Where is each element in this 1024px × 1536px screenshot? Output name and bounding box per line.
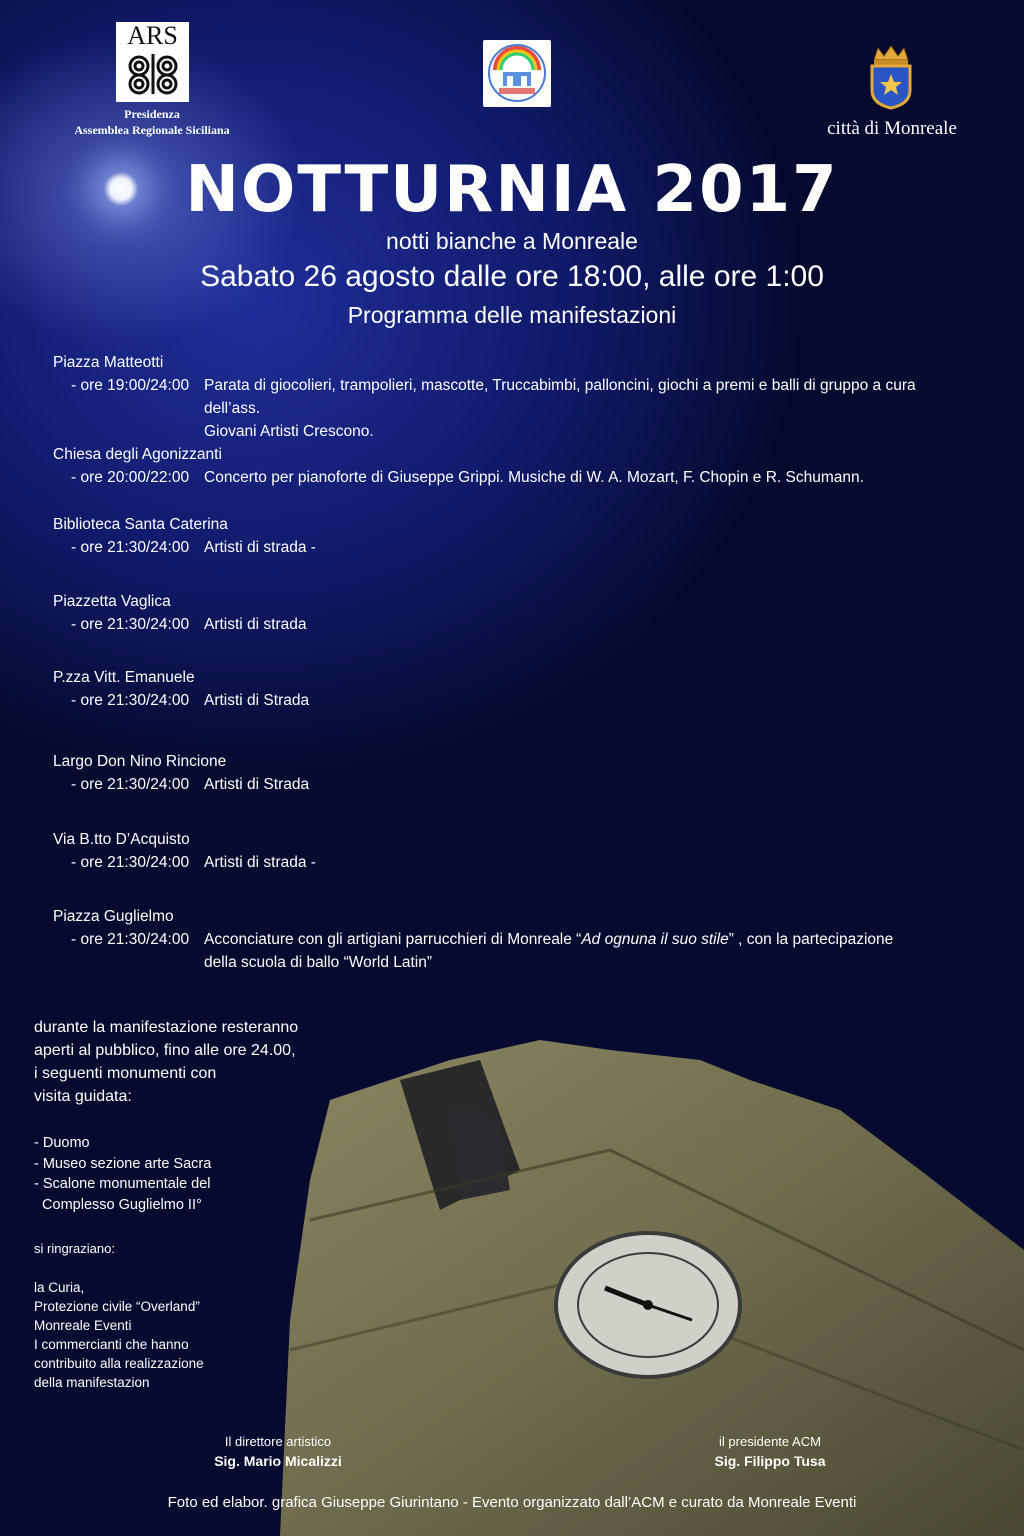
ars-logo [116, 22, 189, 102]
event-time: - ore 21:30/24:00 [71, 692, 190, 709]
ars-caption-line2: Assemblea Regionale Siciliana [74, 123, 230, 137]
thanks-item: I commercianti che hanno [34, 1337, 189, 1352]
event-venue: Via B.tto D’Acquisto [53, 831, 190, 848]
director-role: Il direttore artistico [224, 1434, 332, 1449]
thanks-item: la Curia, [34, 1280, 85, 1295]
event-item [53, 513, 973, 559]
event-time: - ore 20:00/22:00 [71, 469, 190, 486]
info-line: visita guidata: [34, 1088, 132, 1105]
ars-logo-text: ARS [127, 21, 178, 50]
program-title: Programma delle manifestazioni [347, 302, 677, 328]
event-venue: Largo Don Nino Rincione [53, 753, 227, 770]
monument-item: Complesso Guglielmo II° [34, 1196, 202, 1213]
event-item [53, 750, 973, 796]
event-item [53, 666, 973, 712]
event-time: - ore 19:00/24:00 [71, 377, 190, 394]
event-desc-part: ” , con la partecipazione [728, 931, 894, 948]
monument-item: - Scalone monumentale del [34, 1176, 211, 1192]
event-desc-part: Acconciature con gli artigiani parrucchieri di Monreale “ [204, 931, 582, 948]
event-date: Sabato 26 agosto dalle ore 18:00, alle ore 1:00 [200, 260, 824, 293]
thanks-heading: si ringraziano: [34, 1241, 115, 1256]
event-desc: Artisti di Strada [204, 692, 310, 709]
event-item [53, 590, 973, 636]
monuments-list [34, 1133, 294, 1215]
event-venue: Piazzetta Vaglica [53, 593, 171, 610]
event-venue: Piazza Matteotti [53, 354, 164, 371]
event-desc: Artisti di strada - [204, 539, 316, 556]
monument-item: - Museo sezione arte Sacra [34, 1155, 212, 1172]
thanks-item: della manifestazion [34, 1375, 150, 1390]
triskelion-icon [125, 52, 181, 96]
event-time: - ore 21:30/24:00 [71, 776, 190, 793]
monreale-crest [866, 44, 916, 110]
event-desc: Concerto per pianoforte di Giuseppe Grippi. Musiche di W. A. Mozart, F. Chopin e R. Schumann. [204, 469, 864, 486]
event-item [53, 351, 973, 443]
event-desc [204, 928, 973, 951]
event-desc: Parata di giocolieri, trampolieri, mascotte, Truccabimbi, palloncini, giochi a premi e balli di gruppo a cura dell’ass. [204, 377, 916, 417]
event-desc: Artisti di strada [204, 616, 307, 633]
city-caption: città di Monreale [827, 118, 957, 139]
thanks-item: contribuito alla realizzazione [34, 1356, 204, 1371]
event-time: - ore 21:30/24:00 [71, 616, 190, 633]
monuments-info [34, 1016, 354, 1108]
event-time: - ore 21:30/24:00 [71, 854, 190, 871]
thanks-item: Monreale Eventi [34, 1318, 132, 1333]
event-desc: Artisti di Strada [204, 776, 310, 793]
event-desc-cont: della scuola di ballo “World Latin” [204, 954, 433, 971]
event-desc: Artisti di strada - [204, 854, 316, 871]
director-name: Sig. Mario Micalizzi [214, 1453, 342, 1469]
acm-logo [483, 40, 551, 107]
ars-caption [52, 106, 252, 138]
event-item [53, 905, 973, 974]
subtitle: notti bianche a Monreale [386, 228, 638, 254]
clock-icon [556, 1233, 740, 1377]
event-venue: Biblioteca Santa Caterina [53, 516, 228, 533]
info-line: aperti al pubblico, fino alle ore 24.00, [34, 1042, 296, 1059]
acm-emblem-icon [483, 40, 551, 107]
event-venue: P.zza Vitt. Emanuele [53, 669, 195, 686]
info-line: i seguenti monumenti con [34, 1065, 217, 1082]
president-role: il presidente ACM [719, 1434, 821, 1449]
president-name: Sig. Filippo Tusa [714, 1453, 826, 1469]
event-desc-italic: Ad ognuna il suo stile [581, 931, 729, 948]
event-item [53, 828, 973, 874]
thanks-list [34, 1278, 274, 1392]
monument-item: - Duomo [34, 1135, 90, 1151]
credits-footer: Foto ed elabor. grafica Giuseppe Giurintano - Evento organizzato dall’ACM e curato da Monreale Eventi [167, 1494, 857, 1511]
crest-icon [866, 44, 916, 110]
thanks-item: Protezione civile “Overland” [34, 1299, 200, 1314]
info-line: durante la manifestazione resteranno [34, 1019, 299, 1036]
event-desc-cont: Giovani Artisti Crescono. [204, 423, 374, 440]
event-venue: Chiesa degli Agonizzanti [53, 446, 222, 463]
bell-tower-image [280, 1020, 1024, 1536]
event-time: - ore 21:30/24:00 [71, 931, 190, 948]
event-time: - ore 21:30/24:00 [71, 539, 190, 556]
main-title: NOTTURNIA 2017 [185, 153, 839, 227]
event-item [53, 443, 973, 489]
event-venue: Piazza Guglielmo [53, 908, 174, 925]
ars-caption-line1: Presidenza [124, 107, 180, 121]
